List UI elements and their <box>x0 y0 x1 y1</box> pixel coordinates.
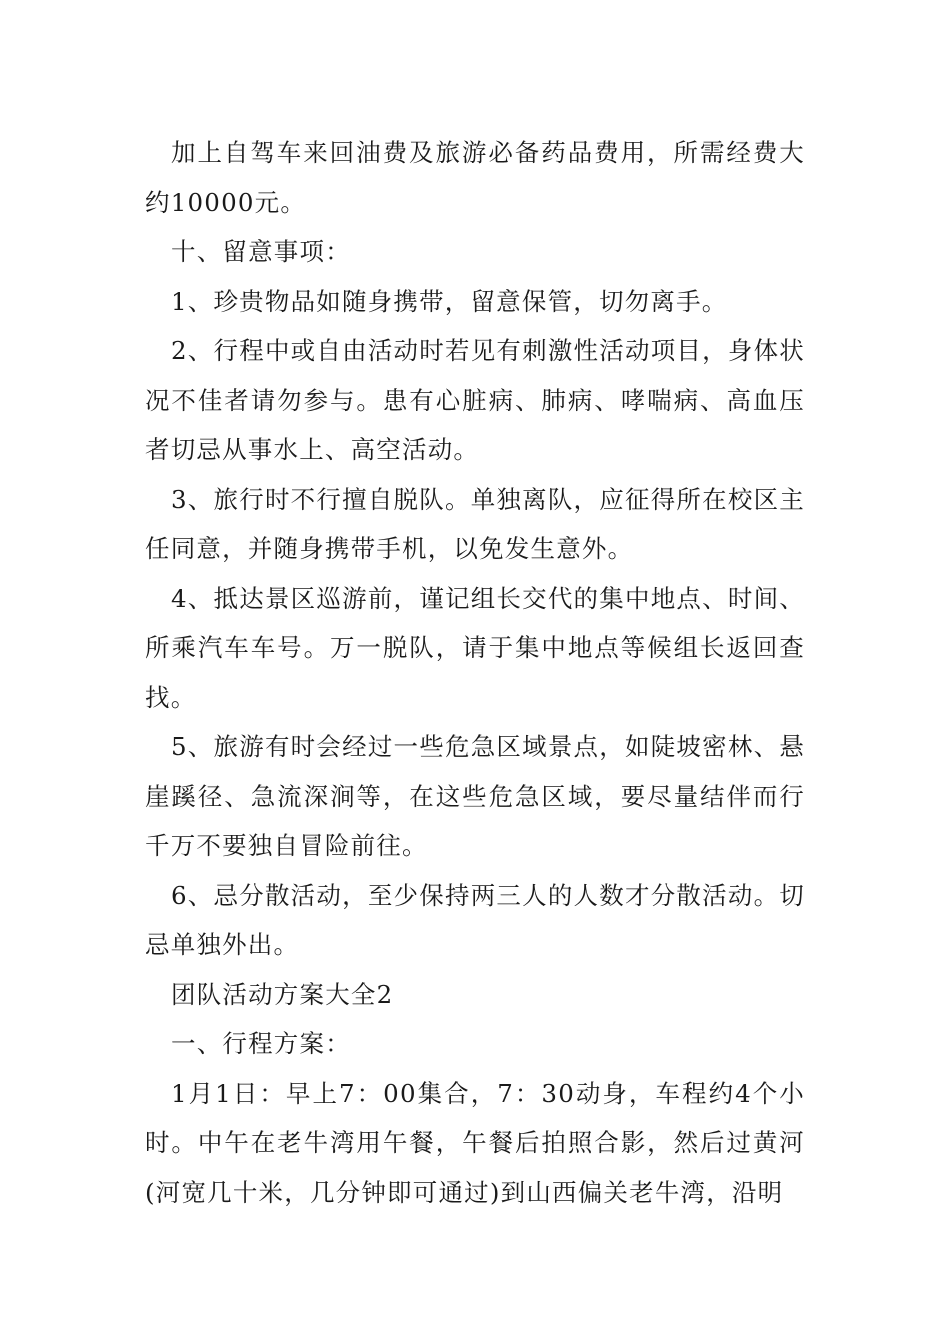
paragraph-note-5: 5、旅游有时会经过一些危急区域景点，如陡坡密林、悬崖蹊径、急流深涧等，在这些危急区域，要尽量结伴而行千万不要独自冒险前往。 <box>145 732 805 860</box>
paragraph-budget: 加上自驾车来回油费及旅游必备药品费用，所需经费大约10000元。 <box>145 138 805 217</box>
paragraph-note-4: 4、抵达景区巡游前，谨记组长交代的集中地点、时间、所乘汽车车号。万一脱队，请于集中地点等候组长返回查找。 <box>145 583 805 712</box>
paragraph-note-6: 6、忌分散活动，至少保持两三人的人数才分散活动。切忌单独外出。 <box>145 880 805 959</box>
paragraph-note-1: 1、珍贵物品如随身携带，留意保管，切勿离手。 <box>171 286 728 316</box>
paragraph-itinerary-day1: 1月1日：早上7：00集合，7：30动身，车程约4个小时。中午在老牛湾用午餐，午餐后拍照合影，然后过黄河(河宽几十米，几分钟即可通过)到山西偏关老牛湾，沿明 <box>145 1078 805 1207</box>
section-title-plan-2: 团队活动方案大全2 <box>171 979 394 1009</box>
document-page <box>145 128 805 1217</box>
paragraph-note-2: 2、行程中或自由活动时若见有刺激性活动项目，身体状况不佳者请勿参与。患有心脏病、肺病、哮喘病、高血压者切忌从事水上、高空活动。 <box>145 336 805 464</box>
heading-itinerary: 一、行程方案： <box>171 1029 351 1058</box>
heading-notes: 十、留意事项： <box>171 237 351 266</box>
paragraph-note-3: 3、旅行时不行擅自脱队。单独离队，应征得所在校区主任同意，并随身携带手机，以免发生意外。 <box>145 484 805 563</box>
